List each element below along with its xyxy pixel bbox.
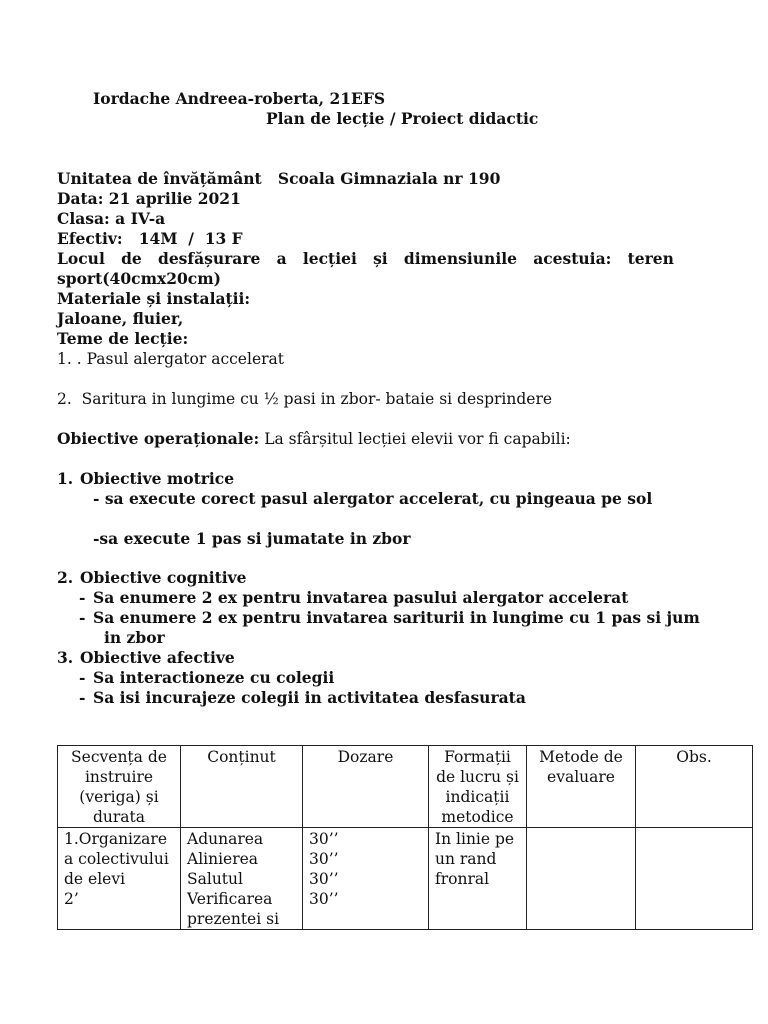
materials-label: Materiale și instalații: [57,289,251,308]
cell-dosage: 30’’ 30’’ 30’’ 30’’ [303,828,429,930]
table-row [58,828,753,930]
materials-value: Jaloane, fluier, [57,309,184,328]
document-title: Plan de lecție / Proiect didactic [266,109,539,128]
cell-obs [636,828,753,930]
location-word: teren [627,249,674,268]
date-line: Data: 21 aprilie 2021 [57,189,241,208]
header-formation: Formații de lucru și indicații metodice [429,746,527,828]
location-word: Locul [57,249,105,268]
objective-title: Obiective afective [80,648,235,667]
objectives-heading [57,429,674,449]
objective-affective-item-2: - Sa isi incurajeze colegii in activitatea desfasurata [79,688,526,707]
cell-sequence: 1.Organizare a colectivului de elevi 2’ [58,828,181,930]
location-word: și [373,249,388,268]
bullet-dash: - [79,668,86,687]
location-word: acestuia: [533,249,612,268]
objective-motor-item-1: - sa execute corect pasul alergator accelerat, cu pingeaua pe sol [93,489,653,508]
objective-cognitive-item-2: - Sa enumere 2 ex pentru invatarea sariturii in lungime cu 1 pas si jum [79,608,700,627]
header-evaluation: Metode de evaluare [527,746,636,828]
theme-1: 1. . Pasul alergator accelerat [57,350,284,368]
objectives-label: Obiective operaționale: [57,429,260,448]
header-sequence: Secvența de instruire (veriga) și durata [58,746,181,828]
theme-2: 2. Saritura in lungime cu ½ pasi in zbor- bataie si desprindere [57,390,553,408]
bullet-dash: - [79,588,86,607]
objective-number: 3. [57,648,74,667]
objective-cognitive-item-1: - Sa enumere 2 ex pentru invatarea pasului alergator accelerat [79,588,629,607]
location-word: dimensiunile [403,249,517,268]
cell-content: Adunarea Alinierea Salutul Verificarea prezentei si [181,828,303,930]
bullet-dash: - [79,608,86,627]
objective-title: Obiective cognitive [80,568,247,587]
header-content: Conținut [181,746,303,828]
location-word: de [121,249,142,268]
unit-label: Unitatea de învățământ [57,169,262,188]
objective-cognitive-item-2-cont: in zbor [104,628,165,647]
objective-affective-title [57,648,235,668]
unit-value: Scoala Gimnaziala nr 190 [277,169,501,188]
headcount-line: Efectiv: 14M / 13 F [57,229,243,248]
lesson-table [57,745,753,930]
objective-cognitive-title [57,568,247,588]
header-obs: Obs. [636,746,753,828]
header-dosage: Dozare [303,746,429,828]
class-line: Clasa: a IV-a [57,209,166,228]
location-word: desfășurare [157,249,261,268]
location-continuation: sport(40cmx20cm) [57,269,221,288]
objective-number: 2. [57,568,74,587]
table-header-row [58,746,753,828]
bullet-dash: - [79,688,86,707]
location-line [57,249,674,269]
location-word: lecției [302,249,357,268]
objective-motor-title [57,469,234,489]
objective-motor-item-2: -sa execute 1 pas si jumatate in zbor [93,529,411,548]
objectives-intro: La sfârșitul lecției elevii vor fi capabili: [259,430,571,448]
objective-affective-item-1: - Sa interactioneze cu colegii [79,668,335,687]
author-line: Iordache Andreea-roberta, 21EFS [93,89,386,108]
location-word: a [276,249,287,268]
objective-title: Obiective motrice [80,469,235,488]
themes-label: Teme de lecție: [57,329,189,348]
objective-number: 1. [57,469,74,488]
cell-formation: In linie pe un rand fronral [429,828,527,930]
unit-line [57,169,674,189]
cell-evaluation [527,828,636,930]
